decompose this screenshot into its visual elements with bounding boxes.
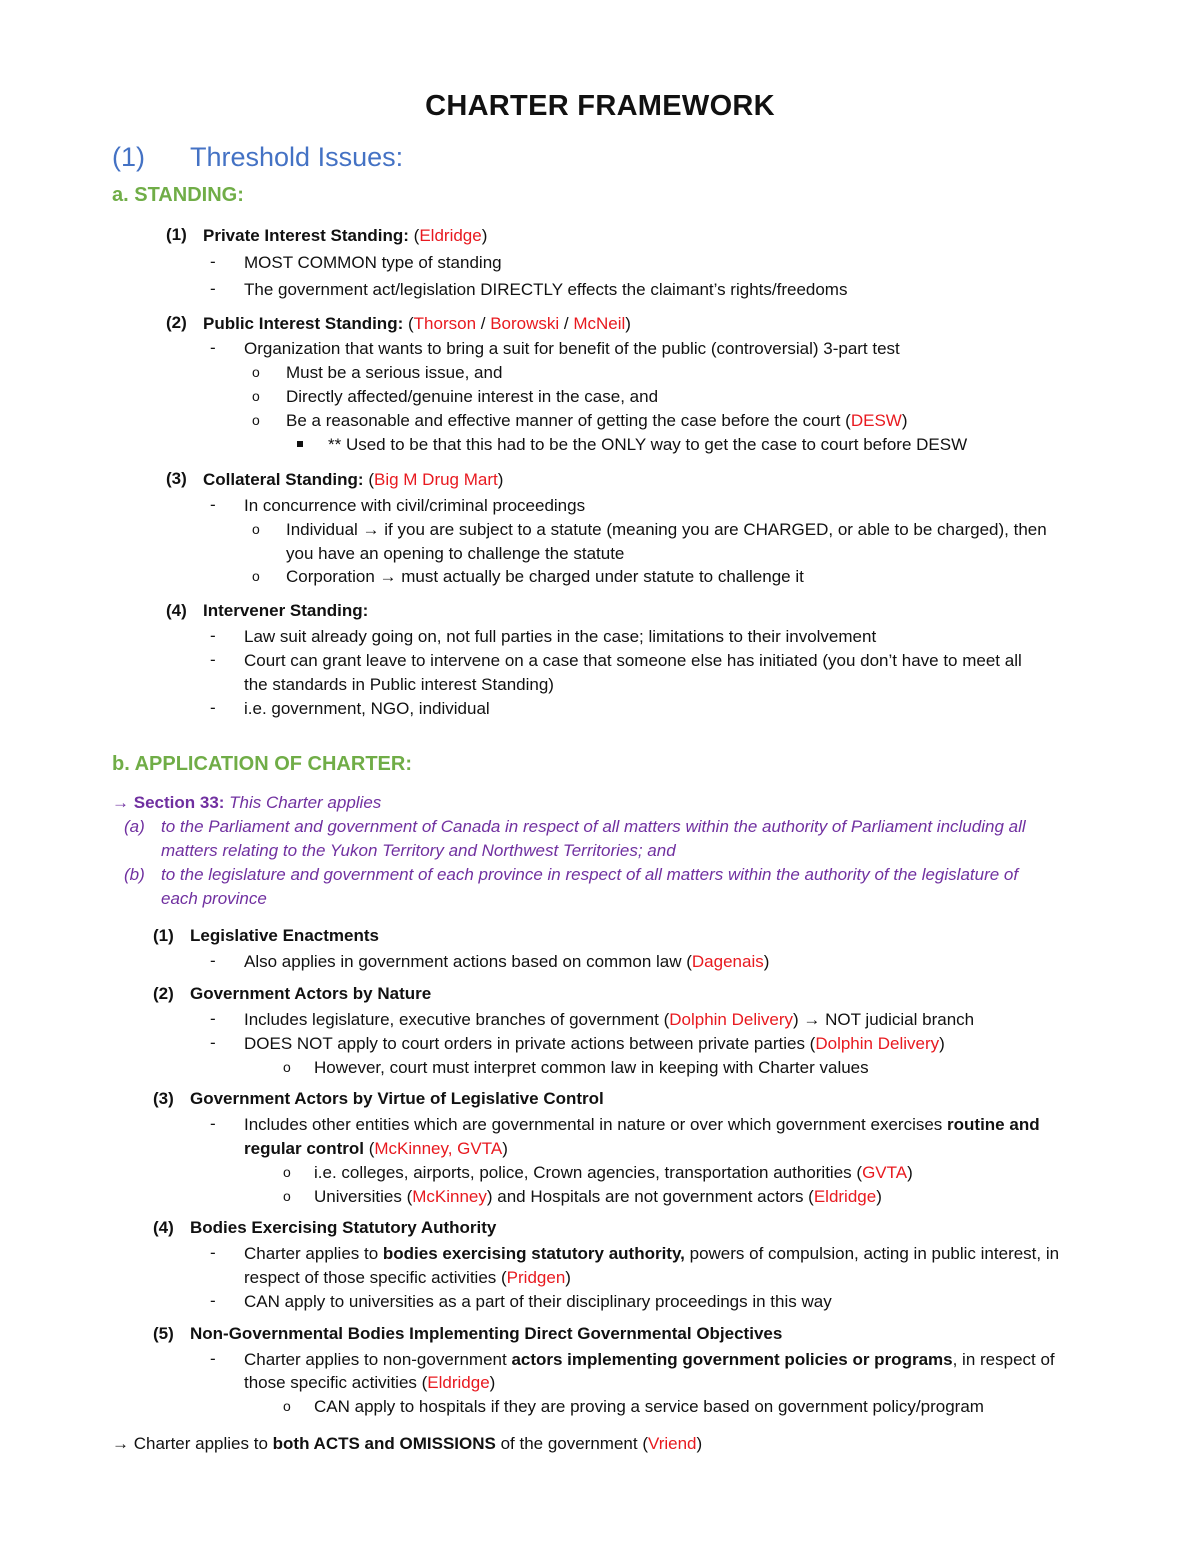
application-3-point-1b: regular control (McKinney, GVTA)	[244, 1139, 508, 1158]
standing-1-point-1: MOST COMMON type of standing	[244, 253, 502, 272]
standing-1-point-2: The government act/legislation DIRECTLY effects the claimant’s rights/freedoms	[244, 280, 848, 299]
dash-bullet: -	[210, 1033, 216, 1052]
standing-3-sub-1b: you have an opening to challenge the statute	[286, 544, 625, 563]
dash-bullet: -	[210, 1291, 216, 1310]
application-2-number: (2)	[153, 984, 174, 1003]
application-4-point-2: CAN apply to universities as a part of their disciplinary proceedings in this way	[244, 1292, 832, 1311]
circle-bullet: o	[252, 568, 260, 584]
application-heading: b. APPLICATION OF CHARTER:	[112, 753, 412, 775]
application-5-number: (5)	[153, 1324, 174, 1343]
section-33-a-line-1: to the Parliament and government of Canada in respect of all matters within the authority of Parliament including all	[161, 817, 1026, 836]
arrow-icon: →	[112, 1434, 129, 1453]
section-1-number: (1)	[112, 142, 145, 172]
application-1-number: (1)	[153, 926, 174, 945]
circle-bullet: o	[283, 1164, 291, 1180]
case-eldridge: Eldridge	[419, 226, 482, 245]
application-5-point-1b: those specific activities (Eldridge)	[244, 1373, 496, 1392]
standing-4-point-3: i.e. government, NGO, individual	[244, 699, 490, 718]
circle-bullet: o	[283, 1059, 291, 1075]
dash-bullet: -	[210, 1114, 216, 1133]
application-5-heading: Non-Governmental Bodies Implementing Direct Governmental Objectives	[190, 1324, 783, 1343]
standing-2-number: (2)	[166, 313, 187, 332]
application-4-heading: Bodies Exercising Statutory Authority	[190, 1218, 497, 1237]
standing-2-sub-1: Must be a serious issue, and	[286, 363, 503, 382]
dash-bullet: -	[210, 650, 216, 669]
application-5-sub-1: CAN apply to hospitals if they are proving a service based on government policy/program	[314, 1397, 984, 1416]
dash-bullet: -	[210, 338, 216, 357]
standing-2-heading: Public Interest Standing: (Thorson / Borowski / McNeil)	[203, 314, 631, 333]
dash-bullet: -	[210, 279, 216, 298]
standing-4-number: (4)	[166, 601, 187, 620]
standing-3-sub-1a: Individual → if you are subject to a statute (meaning you are CHARGED, or able to be charged), then	[286, 520, 1047, 539]
standing-4-point-2a: Court can grant leave to intervene on a case that someone else has initiated (you don’t have to meet all	[244, 651, 1022, 670]
acts-and-omissions-note: → Charter applies to both ACTS and OMISSIONS of the government (Vriend)	[112, 1434, 703, 1453]
standing-2-sub-3: Be a reasonable and effective manner of getting the case before the court (DESW)	[286, 411, 908, 430]
dash-bullet: -	[210, 1243, 216, 1262]
application-2-heading: Government Actors by Nature	[190, 984, 432, 1003]
standing-3-heading: Collateral Standing: (Big M Drug Mart)	[203, 470, 504, 489]
section-33-b-label: (b)	[124, 865, 145, 884]
square-bullet	[297, 441, 303, 447]
standing-3-number: (3)	[166, 469, 187, 488]
page-title: CHARTER FRAMEWORK	[425, 90, 775, 122]
application-2-point-2: DOES NOT apply to court orders in private actions between private parties (Dolphin Delivery)	[244, 1034, 945, 1053]
application-2-point-1: Includes legislature, executive branches of government (Dolphin Delivery) → NOT judicial branch	[244, 1010, 975, 1029]
circle-bullet: o	[252, 412, 260, 428]
standing-2-note: ** Used to be that this had to be the ONLY way to get the case to court before DESW	[328, 435, 968, 454]
standing-2-point-1: Organization that wants to bring a suit for benefit of the public (controversial) 3-part test	[244, 339, 900, 358]
application-3-sub-2: Universities (McKinney) and Hospitals are not government actors (Eldridge)	[314, 1187, 882, 1206]
section-1-heading: Threshold Issues:	[190, 142, 404, 172]
standing-heading: a. STANDING:	[112, 184, 244, 206]
standing-4-heading: Intervener Standing:	[203, 601, 369, 620]
section-33-b-line-2: each province	[161, 889, 267, 908]
standing-2-sub-2: Directly affected/genuine interest in the case, and	[286, 387, 659, 406]
application-1-heading: Legislative Enactments	[190, 926, 379, 945]
circle-bullet: o	[283, 1188, 291, 1204]
application-4-number: (4)	[153, 1218, 174, 1237]
standing-4-point-2b: the standards in Public interest Standing)	[244, 675, 554, 694]
section-33-a-line-2: matters relating to the Yukon Territory and Northwest Territories; and	[161, 841, 676, 860]
application-3-point-1a: Includes other entities which are governmental in nature or over which government exercises routine and	[244, 1115, 1040, 1134]
application-1-point-1: Also applies in government actions based on common law (Dagenais)	[244, 952, 770, 971]
standing-3-sub-2: Corporation → must actually be charged under statute to challenge it	[286, 567, 804, 586]
dash-bullet: -	[210, 1349, 216, 1368]
application-3-number: (3)	[153, 1089, 174, 1108]
application-5-point-1a: Charter applies to non-government actors implementing government policies or programs, in respect of	[244, 1350, 1055, 1369]
application-2-sub-1: However, court must interpret common law in keeping with Charter values	[314, 1058, 869, 1077]
circle-bullet: o	[283, 1398, 291, 1414]
circle-bullet: o	[252, 521, 260, 537]
dash-bullet: -	[210, 698, 216, 717]
standing-1-heading: Private Interest Standing: (Eldridge)	[203, 226, 488, 245]
circle-bullet: o	[252, 364, 260, 380]
application-3-sub-1: i.e. colleges, airports, police, Crown agencies, transportation authorities (GVTA)	[314, 1163, 913, 1182]
section-33-intro: → Section 33: This Charter applies	[112, 793, 382, 812]
circle-bullet: o	[252, 388, 260, 404]
dash-bullet: -	[210, 951, 216, 970]
dash-bullet: -	[210, 252, 216, 271]
standing-3-point-1: In concurrence with civil/criminal proceedings	[244, 496, 586, 515]
standing-4-point-1: Law suit already going on, not full parties in the case; limitations to their involvement	[244, 627, 877, 646]
section-33-a-label: (a)	[124, 817, 145, 836]
standing-1-number: (1)	[166, 225, 187, 244]
dash-bullet: -	[210, 1009, 216, 1028]
application-4-point-1b: respect of those specific activities (Pridgen)	[244, 1268, 571, 1287]
section-33-b-line-1: to the legislature and government of each province in respect of all matters within the authority of the legislature of	[161, 865, 1019, 884]
dash-bullet: -	[210, 495, 216, 514]
application-4-point-1a: Charter applies to bodies exercising statutory authority, powers of compulsion, acting in public interest, in	[244, 1244, 1060, 1263]
dash-bullet: -	[210, 626, 216, 645]
application-3-heading: Government Actors by Virtue of Legislative Control	[190, 1089, 604, 1108]
